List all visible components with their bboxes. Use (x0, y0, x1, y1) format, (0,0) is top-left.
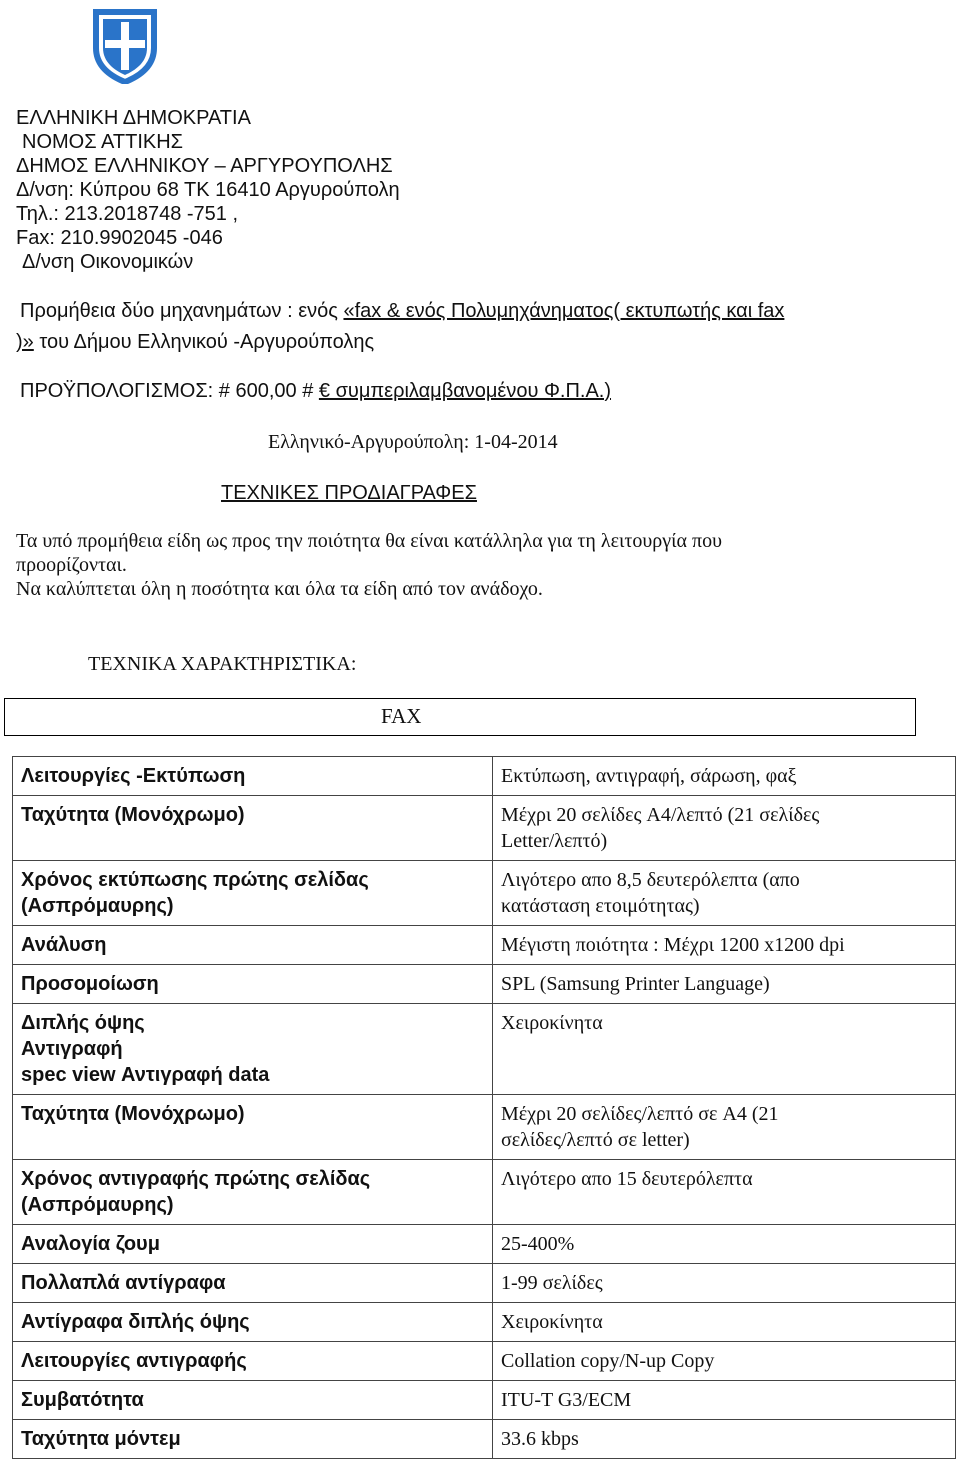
spec-value: Λιγότερο απο 8,5 δευτερόλεπτα (απο κατάσταση ετοιμότητας) (493, 861, 956, 926)
spec-key: Αντίγραφα διπλής όψης (13, 1303, 493, 1342)
spec-key: Ανάλυση (13, 926, 493, 965)
subject-line-1 (20, 299, 784, 323)
spec-value: Μέχρι 20 σελίδες/λεπτό σε A4 (21 σελίδες/λεπτό σε letter) (493, 1095, 956, 1160)
spec-value: ITU-T G3/ECM (493, 1381, 956, 1420)
subject-item: «fax & ενός Πολυμηχάνηματος( εκτυπωτής και fax (343, 300, 785, 322)
tech-heading: ΤΕΧΝΙΚΑ ΧΑΡΑΚΤΗΡΙΣΤΙΚΑ: (88, 653, 357, 675)
spec-key: Πολλαπλά αντίγραφα (13, 1264, 493, 1303)
spec-value: 25-400% (493, 1225, 956, 1264)
header-municipality: ΔΗΜΟΣ ΕΛΛΗΝΙΚΟΥ – ΑΡΓΥΡΟΥΠΟΛΗΣ (16, 155, 393, 177)
fax-label: FAX (381, 704, 422, 728)
spec-key: Λειτουργίες αντιγραφής (13, 1342, 493, 1381)
header-prefecture: ΝΟΜΟΣ ΑΤΤΙΚΗΣ (22, 131, 184, 153)
spec-key: Ταχύτητα (Μονόχρωμο) (13, 1095, 493, 1160)
spec-value: SPL (Samsung Printer Language) (493, 965, 956, 1004)
table-row (13, 1381, 956, 1420)
table-row (13, 861, 956, 926)
table-row (13, 1160, 956, 1225)
table-row (13, 1095, 956, 1160)
spec-value: Εκτύπωση, αντιγραφή, σάρωση, φαξ (493, 757, 956, 796)
table-row (13, 1004, 956, 1095)
spec-key: Χρόνος αντιγραφής πρώτης σελίδας (Ασπρόμαυρης) (13, 1160, 493, 1225)
table-row (13, 1420, 956, 1459)
budget-line (20, 379, 611, 403)
budget-amount: ΠΡΟΫΠΟΛΟΓΙΣΜΟΣ: # 600,00 # (20, 380, 319, 402)
spec-key: Λειτουργίες -Εκτύπωση (13, 757, 493, 796)
spec-value: Χειροκίνητα (493, 1303, 956, 1342)
subject-close: )» (16, 331, 34, 353)
table-row (13, 1225, 956, 1264)
header-address: Δ/νση: Κύπρου 68 ΤΚ 16410 Αργυρούπολη (16, 179, 400, 201)
spec-key: Διπλής όψης Αντιγραφή spec view Αντιγραφή data (13, 1004, 493, 1095)
spec-value: Μέχρι 20 σελίδες A4/λεπτό (21 σελίδες Letter/λεπτό) (493, 796, 956, 861)
spec-value: 1-99 σελίδες (493, 1264, 956, 1303)
spec-key: Χρόνος εκτύπωσης πρώτης σελίδας (Ασπρόμαυρης) (13, 861, 493, 926)
table-row (13, 1342, 956, 1381)
table-row (13, 757, 956, 796)
spec-title: ΤΕΧΝΙΚΕΣ ΠΡΟΔΙΑΓΡΑΦΕΣ (221, 482, 477, 504)
spec-key: Ταχύτητα μόντεμ (13, 1420, 493, 1459)
header-department: Δ/νση Οικονομικών (22, 251, 194, 273)
header-fax: Fax: 210.9902045 -046 (16, 227, 223, 249)
header-country: ΕΛΛΗΝΙΚΗ ΔΗΜΟΚΡΑΤΙΑ (16, 107, 251, 129)
table-row (13, 926, 956, 965)
paragraph-line-3: Να καλύπτεται όλη η ποσότητα και όλα τα είδη από τον ανάδοχο. (16, 578, 543, 600)
spec-value: Μέγιστη ποιότητα : Μέχρι 1200 x1200 dpi (493, 926, 956, 965)
fax-header-box (4, 698, 916, 736)
header-phone: Τηλ.: 213.2018748 -751 , (16, 203, 239, 225)
table-row (13, 796, 956, 861)
date-line: Ελληνικό-Αργυρούπολη: 1-04-2014 (268, 431, 558, 453)
spec-value: Collation copy/N-up Copy (493, 1342, 956, 1381)
table-row (13, 1303, 956, 1342)
spec-table (12, 756, 956, 1459)
spec-key: Ταχύτητα (Μονόχρωμο) (13, 796, 493, 861)
paragraph-line-2: προορίζονται. (16, 554, 127, 576)
subject-prefix: Προμήθεια δύο μηχανημάτων : ενός (20, 300, 344, 322)
subject-suffix: του Δήμου Ελληνικού -Αργυρούπολης (33, 331, 375, 353)
spec-value: 33.6 kbps (493, 1420, 956, 1459)
paragraph-line-1: Τα υπό προμήθεια είδη ως προς την ποιότητα θα είναι κατάλληλα για τη λειτουργία που (16, 530, 722, 552)
spec-key: Συμβατότητα (13, 1381, 493, 1420)
table-row (13, 1264, 956, 1303)
spec-key: Αναλογία ζουμ (13, 1225, 493, 1264)
subject-line-2 (16, 330, 374, 354)
spec-key: Προσομοίωση (13, 965, 493, 1004)
spec-value: Χειροκίνητα (493, 1004, 956, 1095)
table-row (13, 965, 956, 1004)
greek-coat-of-arms-icon (92, 8, 158, 84)
budget-vat: € συμπεριλαμβανομένου Φ.Π.Α.) (318, 380, 612, 402)
spec-value: Λιγότερο απο 15 δευτερόλεπτα (493, 1160, 956, 1225)
